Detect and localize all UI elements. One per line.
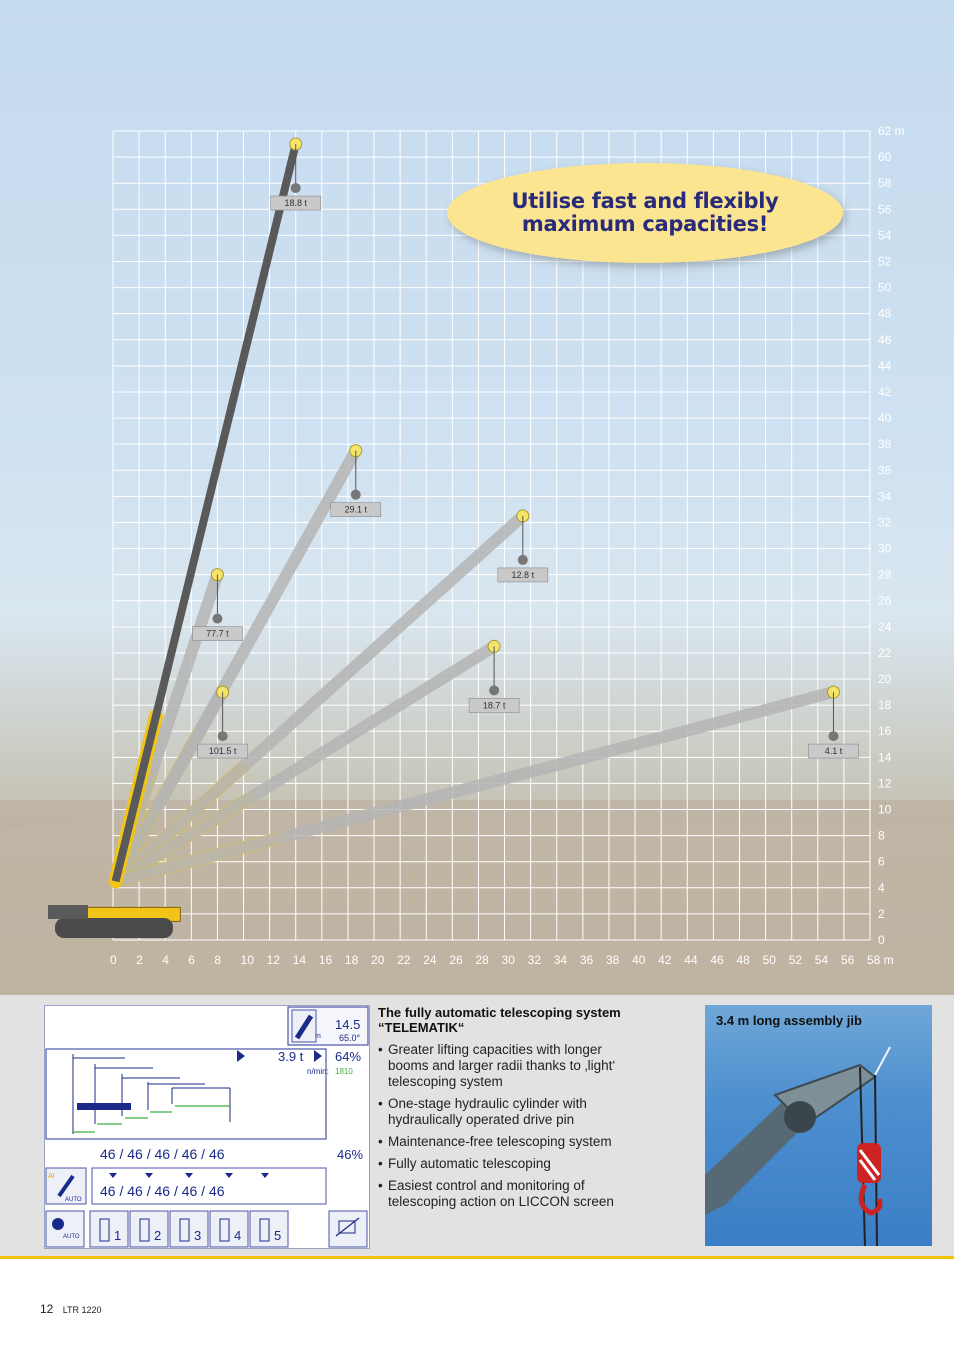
liccon-percent: 64% bbox=[335, 1049, 362, 1064]
y-tick-label: 46 bbox=[878, 332, 892, 347]
x-tick-label: 38 bbox=[605, 953, 620, 967]
load-label: 29.1 t bbox=[344, 504, 368, 515]
nmin-value: 1810 bbox=[335, 1067, 353, 1076]
telematik-bullet: • Greater lifting capacities with longer booms and larger radii thanks to ‚light‘ telescoping system bbox=[378, 1042, 678, 1090]
y-tick-label: 14 bbox=[878, 750, 892, 765]
y-tick-label: 58 bbox=[878, 176, 892, 191]
boom-icon bbox=[292, 1010, 316, 1042]
y-tick-label: 42 bbox=[878, 384, 892, 399]
x-tick-label: 34 bbox=[553, 953, 568, 967]
callout-text: Utilise fast and flexibly maximum capacities! bbox=[511, 189, 779, 236]
hook-block bbox=[518, 555, 528, 565]
x-tick-label: 48 bbox=[736, 953, 750, 967]
telematik-bullet: • One-stage hydraulic cylinder with hydraulically operated drive pin bbox=[378, 1096, 678, 1128]
y-tick-label: 36 bbox=[878, 463, 892, 478]
x-tick-label: 56 bbox=[840, 953, 855, 967]
load-label: 101.5 t bbox=[208, 746, 237, 757]
x-tick-label: 40 bbox=[632, 953, 646, 967]
svg-text:AUTO: AUTO bbox=[63, 1234, 80, 1240]
y-tick-label: 2 bbox=[878, 906, 885, 921]
x-tick-label: 2 bbox=[136, 953, 143, 967]
cylinder-buttons bbox=[90, 1211, 288, 1247]
y-tick-label: 62 m bbox=[878, 124, 905, 138]
liccon-load: 3.9 t bbox=[278, 1049, 304, 1064]
y-tick-label: 20 bbox=[878, 672, 892, 687]
x-tick-label: 10 bbox=[240, 953, 254, 967]
x-tick-label: 36 bbox=[579, 953, 594, 967]
y-tick-label: 52 bbox=[878, 254, 892, 269]
telescope-row-2: 46 / 46 / 46 / 46 / 46 bbox=[100, 1183, 225, 1199]
page-footer bbox=[40, 1302, 102, 1316]
x-tick-label: 50 bbox=[762, 953, 776, 967]
x-tick-label: 6 bbox=[188, 953, 195, 967]
telematik-section bbox=[378, 1005, 678, 1216]
row-2-markers bbox=[109, 1173, 269, 1178]
auto-label: AUTO bbox=[65, 1197, 82, 1203]
x-tick-label: 4 bbox=[162, 953, 169, 967]
crawler-track bbox=[55, 918, 173, 938]
yellow-divider bbox=[0, 1256, 954, 1259]
cylinder-button[interactable] bbox=[170, 1211, 208, 1247]
y-tick-label: 12 bbox=[878, 776, 892, 791]
mute-button[interactable] bbox=[329, 1211, 367, 1247]
x-tick-label: 52 bbox=[788, 953, 803, 967]
x-tick-label: 0 bbox=[110, 953, 117, 967]
x-tick-label: 16 bbox=[318, 953, 333, 967]
cylinder-number: 1 bbox=[114, 1228, 122, 1243]
y-tick-label: 18 bbox=[878, 698, 892, 713]
telematik-bullets bbox=[378, 1042, 678, 1210]
jib-caption: 3.4 m long assembly jib bbox=[716, 1013, 862, 1028]
load-label: 4.1 t bbox=[824, 746, 843, 757]
page-number: 12 bbox=[40, 1302, 54, 1316]
y-tick-label: 4 bbox=[878, 880, 885, 895]
y-tick-label: 56 bbox=[878, 202, 892, 217]
hook-block bbox=[351, 490, 361, 500]
load-label: 77.7 t bbox=[206, 628, 229, 639]
x-tick-label: 42 bbox=[658, 953, 672, 967]
x-tick-label: 12 bbox=[266, 953, 280, 967]
cylinder-number: 2 bbox=[154, 1228, 162, 1243]
hook-block bbox=[218, 731, 228, 741]
x-tick-label: 28 bbox=[475, 953, 489, 967]
cylinder-number: 5 bbox=[274, 1228, 282, 1243]
liccon-angle: 65.0° bbox=[339, 1033, 361, 1043]
load-label: 18.8 t bbox=[284, 198, 307, 209]
x-tick-label: 58 m bbox=[867, 953, 894, 967]
liccon-screen bbox=[44, 1005, 370, 1249]
y-tick-label: 0 bbox=[878, 933, 885, 947]
telescope-row-1: 46 / 46 / 46 / 46 / 46 bbox=[100, 1146, 225, 1162]
x-tick-label: 18 bbox=[344, 953, 359, 967]
y-tick-label: 44 bbox=[878, 358, 892, 373]
cylinder-number: 3 bbox=[194, 1228, 202, 1243]
y-tick-label: 22 bbox=[878, 645, 892, 660]
y-tick-label: 28 bbox=[878, 567, 892, 582]
x-tick-label: 30 bbox=[501, 953, 515, 967]
y-tick-label: 48 bbox=[878, 306, 892, 321]
unit-m: m bbox=[315, 1033, 321, 1040]
y-tick-label: 6 bbox=[878, 854, 885, 869]
telematik-title: The fully automatic telescoping system “TELEMATIK“ bbox=[378, 1005, 621, 1035]
cylinder-button[interactable] bbox=[250, 1211, 288, 1247]
boom-telescope bbox=[116, 144, 296, 881]
y-tick-label: 24 bbox=[878, 619, 892, 634]
x-tick-label: 46 bbox=[710, 953, 724, 967]
counterweight bbox=[48, 905, 88, 919]
y-tick-label: 50 bbox=[878, 280, 892, 295]
y-tick-label: 26 bbox=[878, 593, 892, 608]
cylinder-bar bbox=[77, 1103, 131, 1110]
liccon-display bbox=[45, 1006, 369, 1248]
hook-block bbox=[291, 183, 301, 193]
x-tick-label: 44 bbox=[684, 953, 698, 967]
model-name: LTR 1220 bbox=[62, 1305, 102, 1315]
y-tick-label: 8 bbox=[878, 828, 885, 843]
cylinder-number: 4 bbox=[234, 1228, 242, 1243]
ai-label: AI bbox=[48, 1173, 55, 1180]
nmin-label: n/min: bbox=[307, 1067, 329, 1076]
manual-auto-button[interactable] bbox=[46, 1211, 84, 1247]
y-tick-label: 40 bbox=[878, 411, 892, 426]
y-tick-label: 54 bbox=[878, 228, 892, 243]
y-tick-label: 10 bbox=[878, 802, 892, 817]
liccon-radius: 14.5 bbox=[335, 1017, 361, 1032]
x-tick-label: 22 bbox=[397, 953, 411, 967]
telematik-bullet: • Maintenance-free telescoping system bbox=[378, 1134, 678, 1150]
x-tick-label: 14 bbox=[292, 953, 307, 967]
y-tick-label: 38 bbox=[878, 437, 892, 452]
cylinder-button[interactable] bbox=[210, 1211, 248, 1247]
y-tick-label: 34 bbox=[878, 489, 892, 504]
hook-block bbox=[212, 614, 222, 624]
cylinder-button[interactable] bbox=[130, 1211, 168, 1247]
cylinder-button[interactable] bbox=[90, 1211, 128, 1247]
y-tick-label: 16 bbox=[878, 724, 892, 739]
assembly-jib-photo bbox=[705, 1005, 932, 1246]
x-tick-label: 8 bbox=[214, 953, 222, 967]
telescope-row-1-percent: 46% bbox=[337, 1147, 364, 1162]
callout-bubble bbox=[447, 163, 843, 263]
y-tick-label: 60 bbox=[878, 150, 892, 165]
load-label: 12.8 t bbox=[511, 569, 535, 580]
y-tick-label: 32 bbox=[878, 515, 892, 530]
y-tick-label: 30 bbox=[878, 541, 892, 556]
telematik-bullet: • Easiest control and monitoring of telescoping action on LICCON screen bbox=[378, 1178, 678, 1210]
x-tick-label: 24 bbox=[423, 953, 437, 967]
telematik-bullet: • Fully automatic telescoping bbox=[378, 1156, 678, 1172]
x-tick-label: 32 bbox=[527, 953, 542, 967]
hook-block bbox=[489, 685, 499, 695]
load-label: 18.7 t bbox=[482, 700, 506, 711]
hook-block bbox=[828, 731, 838, 741]
x-tick-label: 20 bbox=[371, 953, 385, 967]
x-tick-label: 26 bbox=[449, 953, 463, 967]
jib-illustration bbox=[705, 1005, 932, 1246]
x-tick-label: 54 bbox=[814, 953, 829, 967]
